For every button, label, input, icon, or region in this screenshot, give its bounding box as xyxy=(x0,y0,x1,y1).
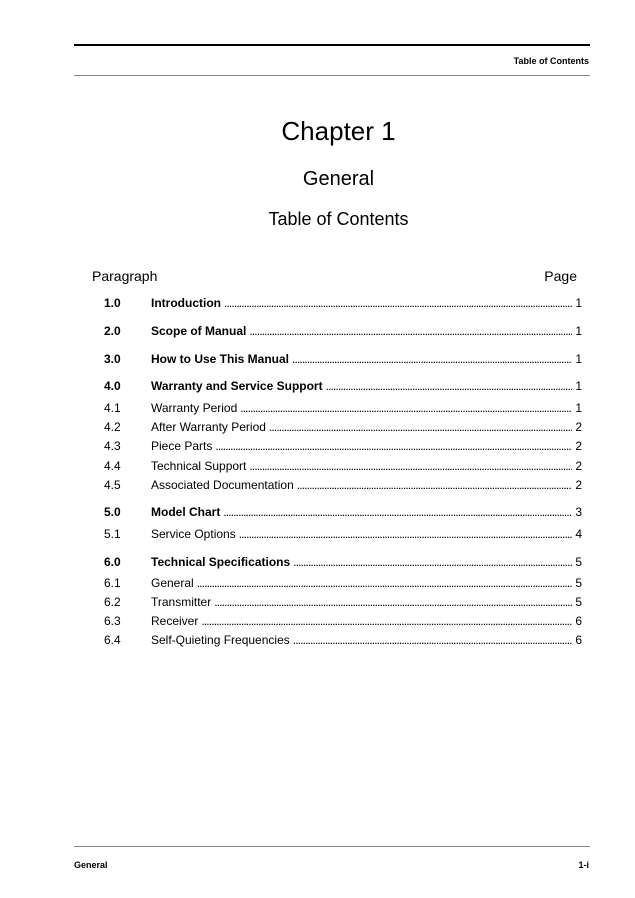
toc-entry[interactable] xyxy=(104,379,582,395)
toc-entry[interactable] xyxy=(104,459,582,475)
toc-entry[interactable] xyxy=(104,478,582,494)
toc-entry[interactable] xyxy=(104,527,582,543)
toc-entry-title: Technical Support xyxy=(151,459,247,473)
toc-entry-page: 2 xyxy=(575,459,582,473)
header-rule xyxy=(74,44,590,46)
toc-entry-page: 6 xyxy=(575,614,582,628)
toc-leader-dots xyxy=(293,633,573,647)
toc-entry-page: 1 xyxy=(575,352,582,366)
toc-entry-number: 6.3 xyxy=(104,614,121,628)
toc-entry-title: Warranty and Service Support xyxy=(151,379,323,393)
toc-leader-dots xyxy=(269,420,572,434)
toc-entry-title: Receiver xyxy=(151,614,199,628)
toc-entry-page: 1 xyxy=(575,296,582,310)
toc-entry-title: Service Options xyxy=(151,527,236,541)
toc-leader-dots xyxy=(215,439,572,453)
footer-section-label: General xyxy=(74,860,108,870)
toc-entry-number: 3.0 xyxy=(104,352,121,366)
toc-entry[interactable] xyxy=(104,576,582,592)
column-header-paragraph: Paragraph xyxy=(92,268,158,284)
toc-leader-dots xyxy=(224,296,572,310)
toc-entry-number: 6.1 xyxy=(104,576,121,590)
toc-leader-dots xyxy=(249,459,572,473)
toc-leader-dots xyxy=(292,352,572,366)
toc-entry-title: How to Use This Manual xyxy=(151,352,290,366)
toc-entry-number: 4.4 xyxy=(104,459,121,473)
toc-leader-dots xyxy=(197,576,573,590)
toc-title: Table of Contents xyxy=(268,209,409,229)
toc-leader-dots xyxy=(239,527,573,541)
toc-entry-title: Model Chart xyxy=(151,505,221,519)
toc-entry[interactable] xyxy=(104,296,582,312)
toc-entry-title: Technical Specifications xyxy=(151,555,291,569)
toc-entry-title: Introduction xyxy=(151,296,221,310)
toc-leader-dots xyxy=(249,324,572,338)
toc-entry[interactable] xyxy=(104,352,582,368)
toc-entry-number: 5.0 xyxy=(104,505,121,519)
toc-entry-title: Self-Quieting Frequencies xyxy=(151,633,290,647)
toc-leader-dots xyxy=(293,555,572,569)
header-divider xyxy=(74,75,590,76)
column-header-page: Page xyxy=(544,268,577,284)
toc-leader-dots xyxy=(240,401,572,415)
toc-entry[interactable] xyxy=(104,401,582,417)
toc-entry-page: 4 xyxy=(575,527,582,541)
toc-entry-number: 2.0 xyxy=(104,324,121,338)
toc-entry-page: 5 xyxy=(575,555,582,569)
footer-divider xyxy=(74,846,590,847)
toc-entry[interactable] xyxy=(104,505,582,521)
toc-entry-page: 1 xyxy=(575,379,582,393)
toc-leader-dots xyxy=(201,614,572,628)
toc-entry-page: 2 xyxy=(575,439,582,453)
toc-entry-title: Warranty Period xyxy=(151,401,238,415)
toc-entry-number: 4.5 xyxy=(104,478,121,492)
toc-entry-page: 1 xyxy=(575,401,582,415)
chapter-subtitle: General xyxy=(302,168,375,190)
toc-entry-title: Scope of Manual xyxy=(151,324,247,338)
toc-entry-number: 4.1 xyxy=(104,401,121,415)
toc-entry-number: 4.0 xyxy=(104,379,121,393)
toc-entry-title: Piece Parts xyxy=(151,439,213,453)
toc-entry-number: 5.1 xyxy=(104,527,121,541)
toc-leader-dots xyxy=(297,478,573,492)
toc-entry-page: 2 xyxy=(575,420,582,434)
toc-entry[interactable] xyxy=(104,633,582,649)
toc-entry[interactable] xyxy=(104,324,582,340)
toc-leader-dots xyxy=(214,595,572,609)
toc-entry-number: 4.2 xyxy=(104,420,121,434)
toc-leader-dots xyxy=(326,379,573,393)
footer-page-number: 1-i xyxy=(578,860,589,870)
toc-entry-page: 3 xyxy=(575,505,582,519)
toc-entry-title: After Warranty Period xyxy=(151,420,266,434)
toc-entry-page: 5 xyxy=(575,595,582,609)
toc-entry-page: 2 xyxy=(575,478,582,492)
chapter-title: Chapter 1 xyxy=(281,116,396,146)
toc-entry-number: 6.2 xyxy=(104,595,121,609)
toc-entry[interactable] xyxy=(104,614,582,630)
toc-entry-page: 1 xyxy=(575,324,582,338)
header-label: Table of Contents xyxy=(513,56,589,66)
toc-entry-number: 1.0 xyxy=(104,296,121,310)
toc-entry-title: Associated Documentation xyxy=(151,478,294,492)
toc-leader-dots xyxy=(223,505,572,519)
toc-entry[interactable] xyxy=(104,555,582,571)
toc-entry[interactable] xyxy=(104,439,582,455)
toc-entry-title: General xyxy=(151,576,194,590)
toc-entry-number: 6.4 xyxy=(104,633,121,647)
toc-entry[interactable] xyxy=(104,595,582,611)
toc-entry-title: Transmitter xyxy=(151,595,212,609)
toc-entry-number: 4.3 xyxy=(104,439,121,453)
toc-entry-number: 6.0 xyxy=(104,555,121,569)
toc-entry-page: 5 xyxy=(575,576,582,590)
toc-entry-page: 6 xyxy=(575,633,582,647)
toc-entry[interactable] xyxy=(104,420,582,436)
